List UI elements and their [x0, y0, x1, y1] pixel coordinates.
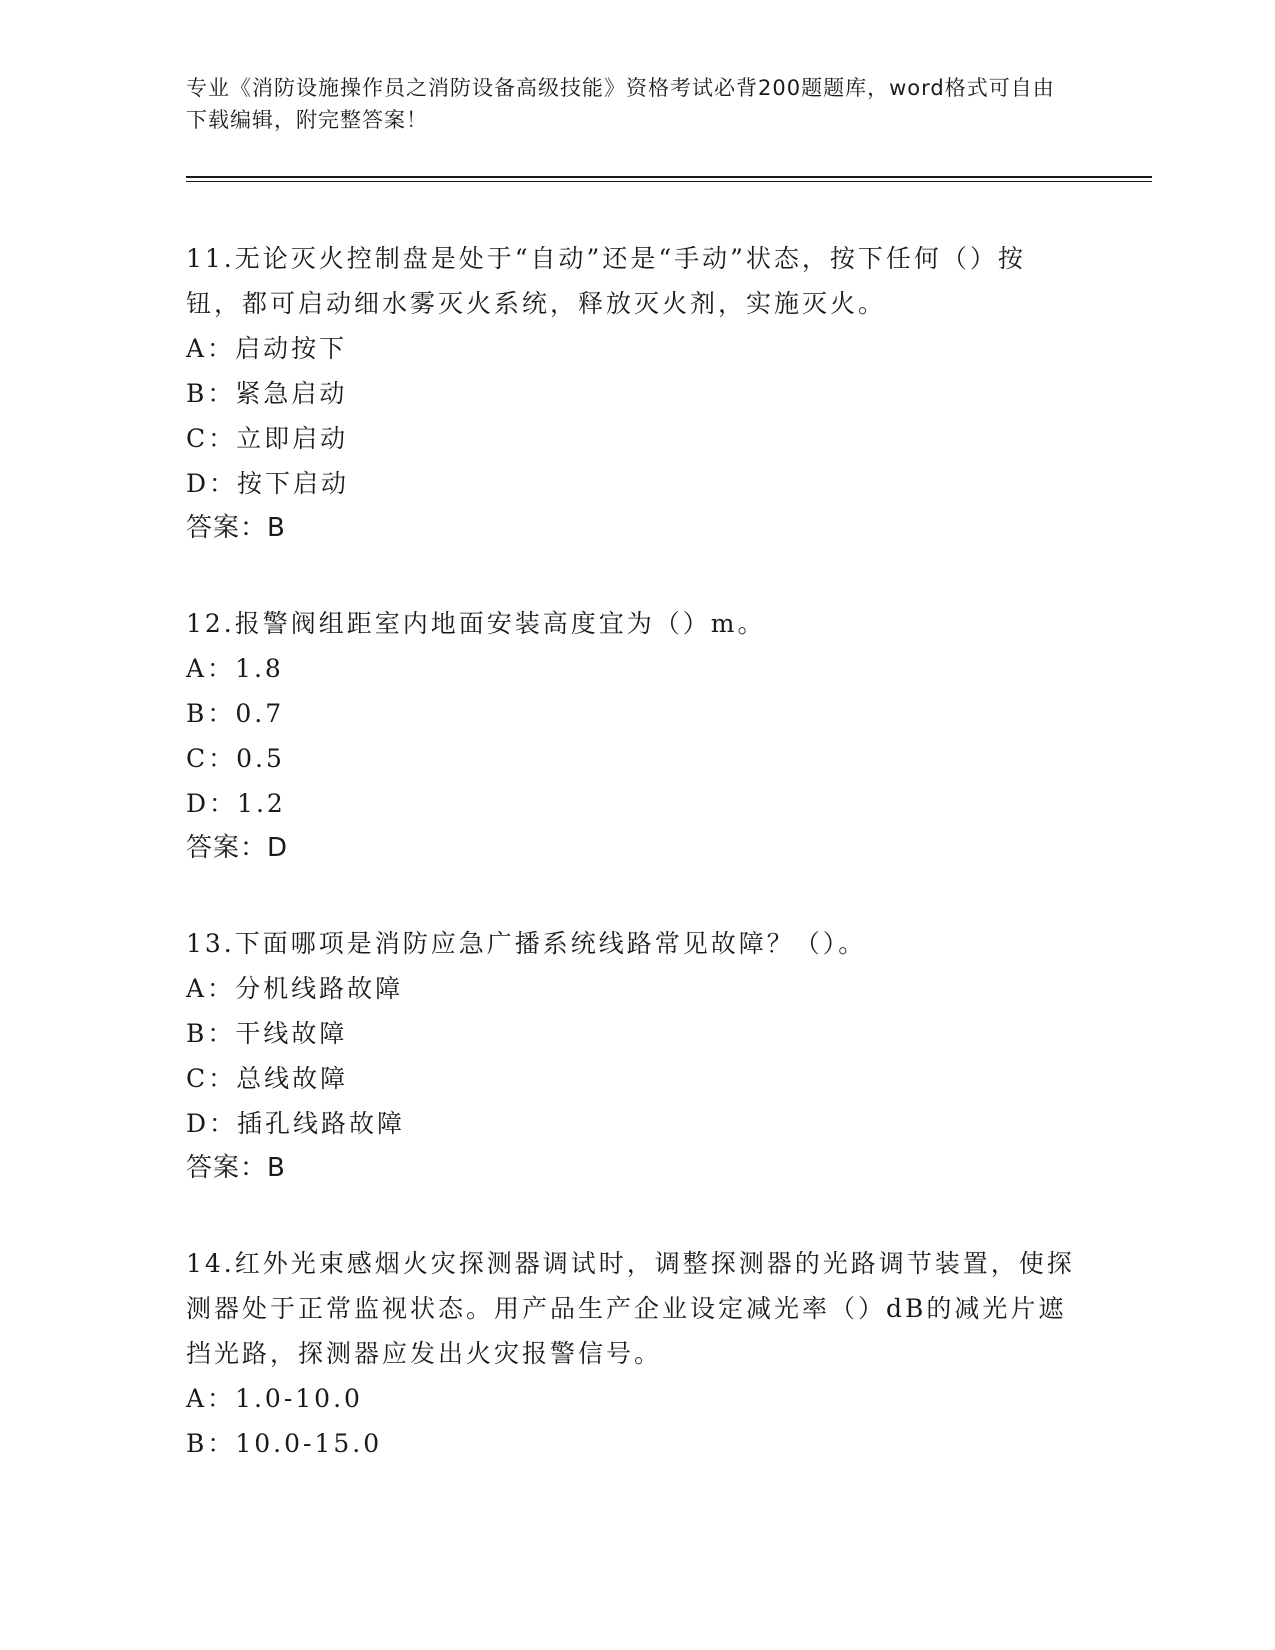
option-label: C： — [186, 744, 237, 773]
option-b — [186, 1421, 1076, 1466]
option-a — [186, 966, 1076, 1011]
option-text: 1.0-10.0 — [235, 1384, 363, 1413]
option-text: 启动按下 — [235, 334, 348, 363]
option-label: B： — [186, 379, 236, 408]
option-text: 1.8 — [235, 654, 284, 683]
option-label: B： — [186, 699, 236, 728]
option-text: 0.7 — [235, 699, 285, 728]
question-text: 11.无论灭火控制盘是处于“自动”还是“手动”状态，按下任何（）按钮，都可启动细水雾灭火系统，释放灭火剂，实施灭火。 — [186, 244, 1026, 318]
option-text: 插孔线路故障 — [237, 1109, 406, 1138]
question-list — [186, 236, 1076, 1516]
option-d — [186, 781, 1076, 826]
option-a — [186, 646, 1076, 691]
option-c — [186, 736, 1076, 781]
option-d — [186, 461, 1076, 506]
option-label: A： — [186, 654, 236, 683]
question-text: 14.红外光束感烟火灾探测器调试时，调整探测器的光路调节装置，使探测器处于正常监视状态。用产品生产企业设定减光率（）dB的减光片遮挡光路，探测器应发出火灾报警信号。 — [186, 1249, 1075, 1368]
option-text: 10.0-15.0 — [235, 1429, 383, 1458]
option-label: C： — [186, 1064, 237, 1093]
question-13 — [186, 921, 1076, 1191]
option-label: C： — [186, 424, 237, 453]
option-label: D： — [186, 1109, 238, 1138]
option-label: B： — [186, 1429, 236, 1458]
answer-line: 答案：B — [186, 1153, 286, 1183]
question-text: 13.下面哪项是消防应急广播系统线路常见故障？（）。 — [186, 929, 867, 958]
option-text: 分机线路故障 — [235, 974, 404, 1003]
option-label: D： — [186, 469, 238, 498]
question-11 — [186, 236, 1076, 551]
option-text: 立即启动 — [236, 424, 349, 453]
header-divider-thick — [186, 176, 1152, 178]
question-text: 12.报警阀组距室内地面安装高度宜为（）m。 — [186, 609, 766, 638]
option-b — [186, 1011, 1076, 1056]
option-c — [186, 1056, 1076, 1101]
option-label: A： — [186, 1384, 236, 1413]
question-12 — [186, 601, 1076, 871]
option-label: A： — [186, 334, 236, 363]
option-d — [186, 1101, 1076, 1146]
option-label: D： — [186, 789, 238, 818]
option-label: B： — [186, 1019, 236, 1048]
option-c — [186, 416, 1076, 461]
option-b — [186, 691, 1076, 736]
option-text: 0.5 — [236, 744, 285, 773]
answer-line: 答案：B — [186, 513, 286, 543]
option-label: A： — [186, 974, 236, 1003]
option-text: 干线故障 — [235, 1019, 348, 1048]
option-b — [186, 371, 1076, 416]
option-text: 总线故障 — [236, 1064, 349, 1093]
header-divider-thin — [186, 181, 1152, 182]
question-14 — [186, 1241, 1076, 1466]
option-text: 紧急启动 — [235, 379, 348, 408]
document-header: 专业《消防设施操作员之消防设备高级技能》资格考试必背200题题库，word格式可自由下载编辑，附完整答案！ — [186, 76, 1055, 132]
option-a — [186, 1376, 1076, 1421]
answer-line: 答案：D — [186, 833, 289, 863]
option-a — [186, 326, 1076, 371]
option-text: 1.2 — [237, 789, 286, 818]
option-text: 按下启动 — [237, 469, 350, 498]
